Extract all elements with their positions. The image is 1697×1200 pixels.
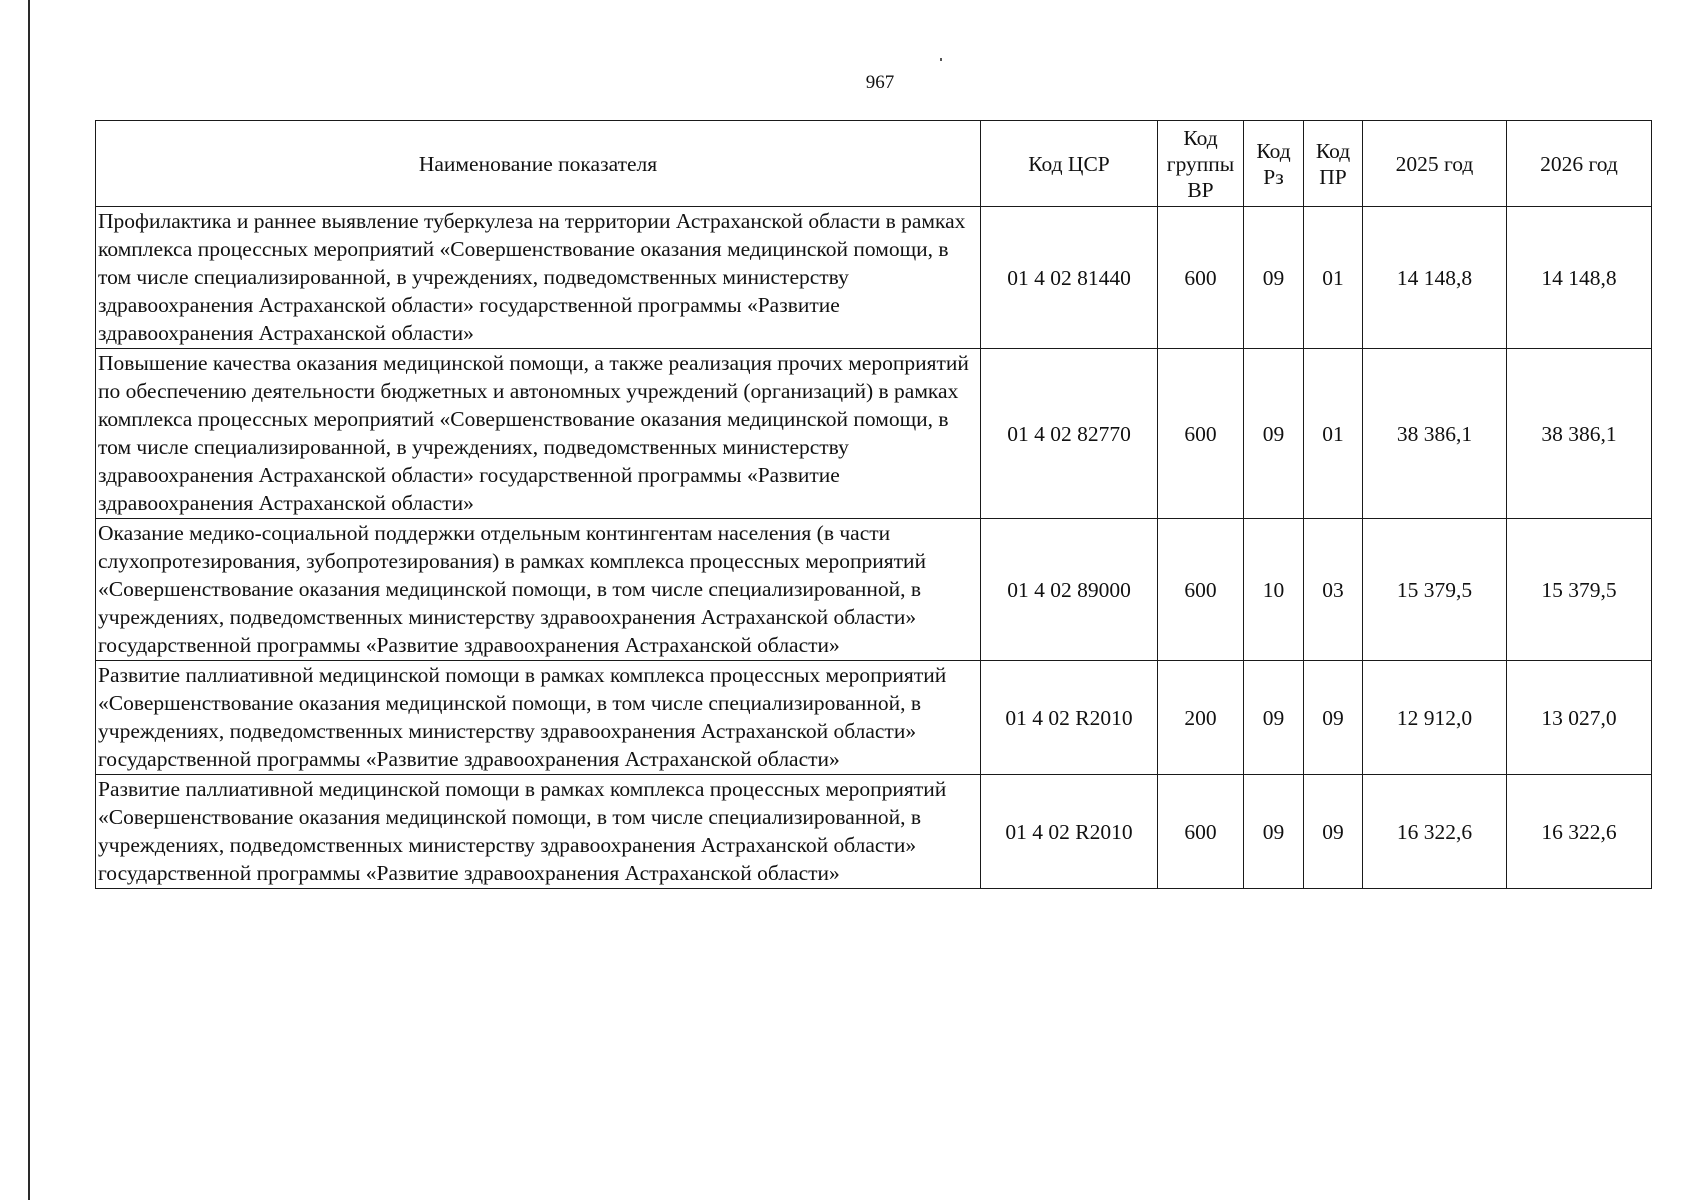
- row-csr-code: 01 4 02 89000: [981, 519, 1158, 661]
- table-row: [96, 775, 1652, 889]
- row-amount-2026: 16 322,6: [1507, 775, 1652, 889]
- row-pr-code: 09: [1304, 775, 1363, 889]
- row-rz-code: 09: [1244, 349, 1304, 519]
- row-csr-code: 01 4 02 R2010: [981, 661, 1158, 775]
- header-year-2025: 2025 год: [1363, 121, 1507, 207]
- row-vr-code: 200: [1158, 661, 1244, 775]
- row-amount-2025: 38 386,1: [1363, 349, 1507, 519]
- row-amount-2026: 13 027,0: [1507, 661, 1652, 775]
- row-pr-code: 09: [1304, 661, 1363, 775]
- header-pr-code: Код ПР: [1304, 121, 1363, 207]
- row-rz-code: 09: [1244, 661, 1304, 775]
- page-number: 967: [865, 72, 895, 93]
- row-amount-2025: 12 912,0: [1363, 661, 1507, 775]
- header-csr-code: Код ЦСР: [981, 121, 1158, 207]
- row-name: Оказание медико-социальной поддержки отдельным контингентам населения (в части слухопротезирования, зубопротезирования) в рамках комплекса процессных мероприятий «Совершенствование оказания медицинской помощи, в том числе специализированной, в учреждениях, подведомственных министерству здравоохранения Астраханской области» государственной программы «Развитие здравоохранения Астраханской области»: [96, 519, 981, 661]
- row-amount-2026: 38 386,1: [1507, 349, 1652, 519]
- row-pr-code: 01: [1304, 207, 1363, 349]
- row-amount-2026: 14 148,8: [1507, 207, 1652, 349]
- row-name: Развитие паллиативной медицинской помощи в рамках комплекса процессных мероприятий «Совершенствование оказания медицинской помощи, в том числе специализированной, в учреждениях, подведомственных министерству здравоохранения Астраханской области» государственной программы «Развитие здравоохранения Астраханской области»: [96, 775, 981, 889]
- row-csr-code: 01 4 02 82770: [981, 349, 1158, 519]
- row-amount-2025: 15 379,5: [1363, 519, 1507, 661]
- row-vr-code: 600: [1158, 349, 1244, 519]
- budget-table: [95, 120, 1652, 889]
- row-vr-code: 600: [1158, 519, 1244, 661]
- row-name: Повышение качества оказания медицинской помощи, а также реализация прочих мероприятий по обеспечению деятельности бюджетных и автономных учреждений (организаций) в рамках комплекса процессных мероприятий «Совершенствование оказания медицинской помощи, в том числе специализированной, в учреждениях, подведомственных министерству здравоохранения Астраханской области» государственной программы «Развитие здравоохранения Астраханской области»: [96, 349, 981, 519]
- row-vr-code: 600: [1158, 207, 1244, 349]
- table-row: [96, 207, 1652, 349]
- row-vr-code: 600: [1158, 775, 1244, 889]
- table-row: [96, 349, 1652, 519]
- row-amount-2026: 15 379,5: [1507, 519, 1652, 661]
- row-name: Профилактика и раннее выявление туберкулеза на территории Астраханской области в рамках комплекса процессных мероприятий «Совершенствование оказания медицинской помощи, в том числе специализированной, в учреждениях, подведомственных министерству здравоохранения Астраханской области» государственной программы «Развитие здравоохранения Астраханской области»: [96, 207, 981, 349]
- row-rz-code: 09: [1244, 207, 1304, 349]
- header-name: Наименование показателя: [96, 121, 981, 207]
- header-year-2026: 2026 год: [1507, 121, 1652, 207]
- table-row: [96, 661, 1652, 775]
- row-amount-2025: 16 322,6: [1363, 775, 1507, 889]
- scan-speck: [940, 58, 942, 61]
- table-header: [96, 121, 1652, 207]
- row-pr-code: 03: [1304, 519, 1363, 661]
- header-vr-code: Код группы ВР: [1158, 121, 1244, 207]
- header-row: [96, 121, 1652, 207]
- row-csr-code: 01 4 02 81440: [981, 207, 1158, 349]
- table-body: [96, 207, 1652, 889]
- row-pr-code: 01: [1304, 349, 1363, 519]
- row-name: Развитие паллиативной медицинской помощи в рамках комплекса процессных мероприятий «Совершенствование оказания медицинской помощи, в том числе специализированной, в учреждениях, подведомственных министерству здравоохранения Астраханской области» государственной программы «Развитие здравоохранения Астраханской области»: [96, 661, 981, 775]
- row-csr-code: 01 4 02 R2010: [981, 775, 1158, 889]
- binding-margin-line: [28, 0, 30, 1200]
- row-rz-code: 09: [1244, 775, 1304, 889]
- row-rz-code: 10: [1244, 519, 1304, 661]
- row-amount-2025: 14 148,8: [1363, 207, 1507, 349]
- header-rz-code: Код Рз: [1244, 121, 1304, 207]
- table-row: [96, 519, 1652, 661]
